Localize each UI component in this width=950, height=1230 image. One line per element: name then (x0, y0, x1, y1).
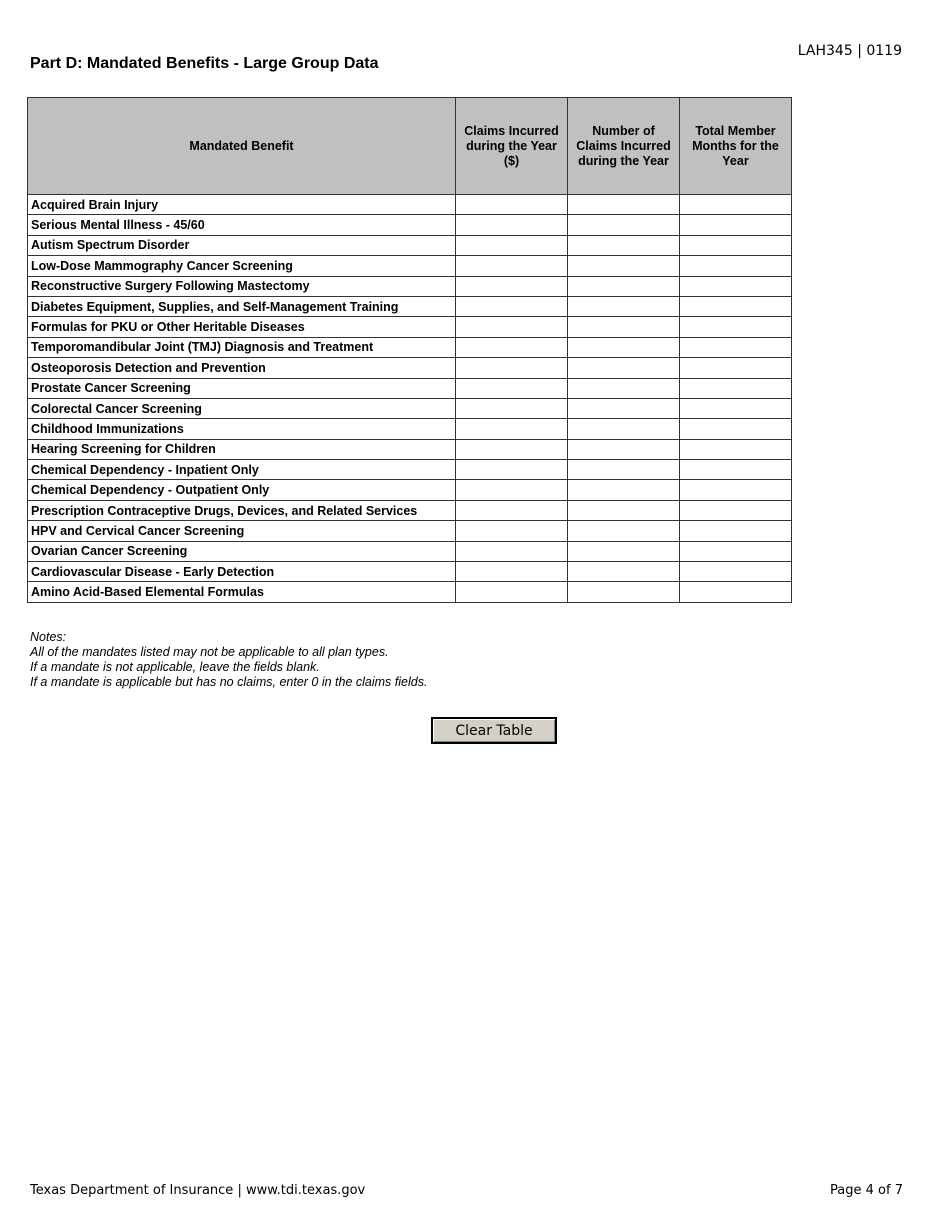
member-months-input[interactable] (680, 215, 791, 234)
benefit-label: Colorectal Cancer Screening (28, 398, 456, 418)
table-row (28, 500, 792, 520)
entry-cell (568, 256, 680, 276)
entry-cell (568, 500, 680, 520)
entry-cell (568, 358, 680, 378)
benefit-label: Diabetes Equipment, Supplies, and Self-Management Training (28, 296, 456, 316)
entry-cell (568, 235, 680, 255)
table-row (28, 235, 792, 255)
claims-amount-input[interactable] (456, 542, 567, 561)
notes-section (30, 630, 427, 690)
entry-cell (568, 337, 680, 357)
entry-cell (568, 398, 680, 418)
page-number: Page 4 of 7 (830, 1183, 903, 1198)
member-months-input[interactable] (680, 399, 791, 418)
entry-cell (456, 256, 568, 276)
entry-cell (680, 256, 792, 276)
member-months-input[interactable] (680, 460, 791, 479)
table-row (28, 521, 792, 541)
table-row (28, 195, 792, 215)
table-row (28, 419, 792, 439)
claims-count-input[interactable] (568, 195, 679, 214)
claims-amount-input[interactable] (456, 338, 567, 357)
entry-cell (568, 582, 680, 602)
entry-cell (568, 562, 680, 582)
entry-cell (680, 215, 792, 235)
member-months-input[interactable] (680, 317, 791, 336)
table-row (28, 541, 792, 561)
entry-cell (456, 582, 568, 602)
claims-amount-input[interactable] (456, 379, 567, 398)
table-row (28, 276, 792, 296)
entry-cell (568, 419, 680, 439)
entry-cell (568, 460, 680, 480)
claims-count-input[interactable] (568, 379, 679, 398)
entry-cell (680, 235, 792, 255)
entry-cell (456, 296, 568, 316)
column-header-claims-incurred: Claims Incurred during the Year ($) (456, 98, 568, 195)
entry-cell (456, 378, 568, 398)
claims-amount-input[interactable] (456, 236, 567, 255)
claims-count-input[interactable] (568, 317, 679, 336)
benefit-label: Ovarian Cancer Screening (28, 541, 456, 561)
entry-cell (680, 195, 792, 215)
table-row (28, 296, 792, 316)
claims-count-input[interactable] (568, 297, 679, 316)
benefit-label: Low-Dose Mammography Cancer Screening (28, 256, 456, 276)
claims-count-input[interactable] (568, 399, 679, 418)
member-months-input[interactable] (680, 277, 791, 296)
benefit-label: Prostate Cancer Screening (28, 378, 456, 398)
member-months-input[interactable] (680, 236, 791, 255)
entry-cell (680, 276, 792, 296)
claims-count-input[interactable] (568, 480, 679, 499)
table-row (28, 582, 792, 602)
form-id: LAH345 | 0119 (797, 43, 902, 59)
member-months-input[interactable] (680, 358, 791, 377)
member-months-input[interactable] (680, 440, 791, 459)
entry-cell (456, 276, 568, 296)
entry-cell (456, 215, 568, 235)
claims-count-input[interactable] (568, 338, 679, 357)
claims-count-input[interactable] (568, 236, 679, 255)
claims-amount-input[interactable] (456, 297, 567, 316)
member-months-input[interactable] (680, 582, 791, 601)
column-header-mandated-benefit: Mandated Benefit (28, 98, 456, 195)
entry-cell (456, 358, 568, 378)
claims-amount-input[interactable] (456, 419, 567, 438)
entry-cell (680, 541, 792, 561)
entry-cell (680, 480, 792, 500)
entry-cell (680, 460, 792, 480)
member-months-input[interactable] (680, 542, 791, 561)
footer-agency: Texas Department of Insurance | www.tdi.texas.gov (30, 1183, 366, 1198)
member-months-input[interactable] (680, 501, 791, 520)
entry-cell (568, 521, 680, 541)
member-months-input[interactable] (680, 562, 791, 581)
table-row (28, 398, 792, 418)
entry-cell (680, 317, 792, 337)
table-row (28, 439, 792, 459)
entry-cell (456, 419, 568, 439)
claims-count-input[interactable] (568, 419, 679, 438)
entry-cell (568, 541, 680, 561)
claims-count-input[interactable] (568, 582, 679, 601)
member-months-input[interactable] (680, 379, 791, 398)
benefit-label: Chemical Dependency - Outpatient Only (28, 480, 456, 500)
mandated-benefits-table (27, 97, 792, 603)
claims-amount-input[interactable] (456, 277, 567, 296)
table-row (28, 562, 792, 582)
benefit-label: HPV and Cervical Cancer Screening (28, 521, 456, 541)
entry-cell (568, 195, 680, 215)
claims-count-input[interactable] (568, 440, 679, 459)
notes-heading: Notes: (30, 630, 67, 644)
table-header-row (28, 98, 792, 195)
benefit-label: Formulas for PKU or Other Heritable Diseases (28, 317, 456, 337)
table-row (28, 317, 792, 337)
benefit-label: Chemical Dependency - Inpatient Only (28, 460, 456, 480)
entry-cell (456, 235, 568, 255)
entry-cell (568, 276, 680, 296)
member-months-input[interactable] (680, 338, 791, 357)
entry-cell (568, 296, 680, 316)
member-months-input[interactable] (680, 256, 791, 275)
notes-line: If a mandate is not applicable, leave the fields blank. (30, 660, 320, 674)
claims-amount-input[interactable] (456, 460, 567, 479)
entry-cell (456, 500, 568, 520)
notes-line: All of the mandates listed may not be applicable to all plan types. (30, 645, 389, 659)
benefit-label: Cardiovascular Disease - Early Detection (28, 562, 456, 582)
benefit-label: Hearing Screening for Children (28, 439, 456, 459)
entry-cell (680, 521, 792, 541)
notes-line: If a mandate is applicable but has no claims, enter 0 in the claims fields. (30, 675, 428, 689)
entry-cell (568, 317, 680, 337)
entry-cell (568, 480, 680, 500)
entry-cell (568, 439, 680, 459)
table-row (28, 460, 792, 480)
claims-count-input[interactable] (568, 460, 679, 479)
column-header-member-months: Total Member Months for the Year (680, 98, 792, 195)
entry-cell (680, 500, 792, 520)
claims-count-input[interactable] (568, 358, 679, 377)
entry-cell (568, 215, 680, 235)
table-row (28, 215, 792, 235)
claims-amount-input[interactable] (456, 440, 567, 459)
entry-cell (680, 439, 792, 459)
claims-count-input[interactable] (568, 215, 679, 234)
claims-amount-input[interactable] (456, 256, 567, 275)
table-row (28, 337, 792, 357)
entry-cell (680, 337, 792, 357)
entry-cell (680, 419, 792, 439)
column-header-number-of-claims: Number of Claims Incurred during the Year (568, 98, 680, 195)
claims-amount-input[interactable] (456, 521, 567, 540)
claims-count-input[interactable] (568, 562, 679, 581)
entry-cell (680, 378, 792, 398)
member-months-input[interactable] (680, 521, 791, 540)
benefit-label: Reconstructive Surgery Following Mastectomy (28, 276, 456, 296)
table-row (28, 256, 792, 276)
benefit-label: Osteoporosis Detection and Prevention (28, 358, 456, 378)
claims-amount-input[interactable] (456, 399, 567, 418)
table-row (28, 358, 792, 378)
benefit-label: Childhood Immunizations (28, 419, 456, 439)
entry-cell (680, 398, 792, 418)
benefit-label: Autism Spectrum Disorder (28, 235, 456, 255)
benefit-label: Amino Acid-Based Elemental Formulas (28, 582, 456, 602)
entry-cell (456, 480, 568, 500)
entry-cell (680, 582, 792, 602)
entry-cell (680, 562, 792, 582)
entry-cell (680, 358, 792, 378)
claims-count-input[interactable] (568, 521, 679, 540)
entry-cell (456, 460, 568, 480)
benefit-label: Serious Mental Illness - 45/60 (28, 215, 456, 235)
entry-cell (456, 317, 568, 337)
claims-count-input[interactable] (568, 256, 679, 275)
entry-cell (456, 195, 568, 215)
member-months-input[interactable] (680, 297, 791, 316)
member-months-input[interactable] (680, 480, 791, 499)
clear-table-button[interactable]: Clear Table (431, 717, 557, 744)
member-months-input[interactable] (680, 195, 791, 214)
claims-amount-input[interactable] (456, 480, 567, 499)
claims-amount-input[interactable] (456, 582, 567, 601)
benefit-label: Acquired Brain Injury (28, 195, 456, 215)
benefit-label: Temporomandibular Joint (TMJ) Diagnosis and Treatment (28, 337, 456, 357)
page-title: Part D: Mandated Benefits - Large Group Data (30, 55, 379, 72)
entry-cell (680, 296, 792, 316)
claims-count-input[interactable] (568, 542, 679, 561)
claims-amount-input[interactable] (456, 358, 567, 377)
claims-amount-input[interactable] (456, 317, 567, 336)
table-row (28, 480, 792, 500)
claims-amount-input[interactable] (456, 195, 567, 214)
entry-cell (456, 398, 568, 418)
member-months-input[interactable] (680, 419, 791, 438)
claims-amount-input[interactable] (456, 501, 567, 520)
entry-cell (456, 521, 568, 541)
entry-cell (456, 439, 568, 459)
claims-count-input[interactable] (568, 277, 679, 296)
entry-cell (456, 562, 568, 582)
claims-count-input[interactable] (568, 501, 679, 520)
entry-cell (456, 541, 568, 561)
benefit-label: Prescription Contraceptive Drugs, Devices, and Related Services (28, 500, 456, 520)
table-row (28, 378, 792, 398)
claims-amount-input[interactable] (456, 215, 567, 234)
claims-amount-input[interactable] (456, 562, 567, 581)
entry-cell (456, 337, 568, 357)
entry-cell (568, 378, 680, 398)
